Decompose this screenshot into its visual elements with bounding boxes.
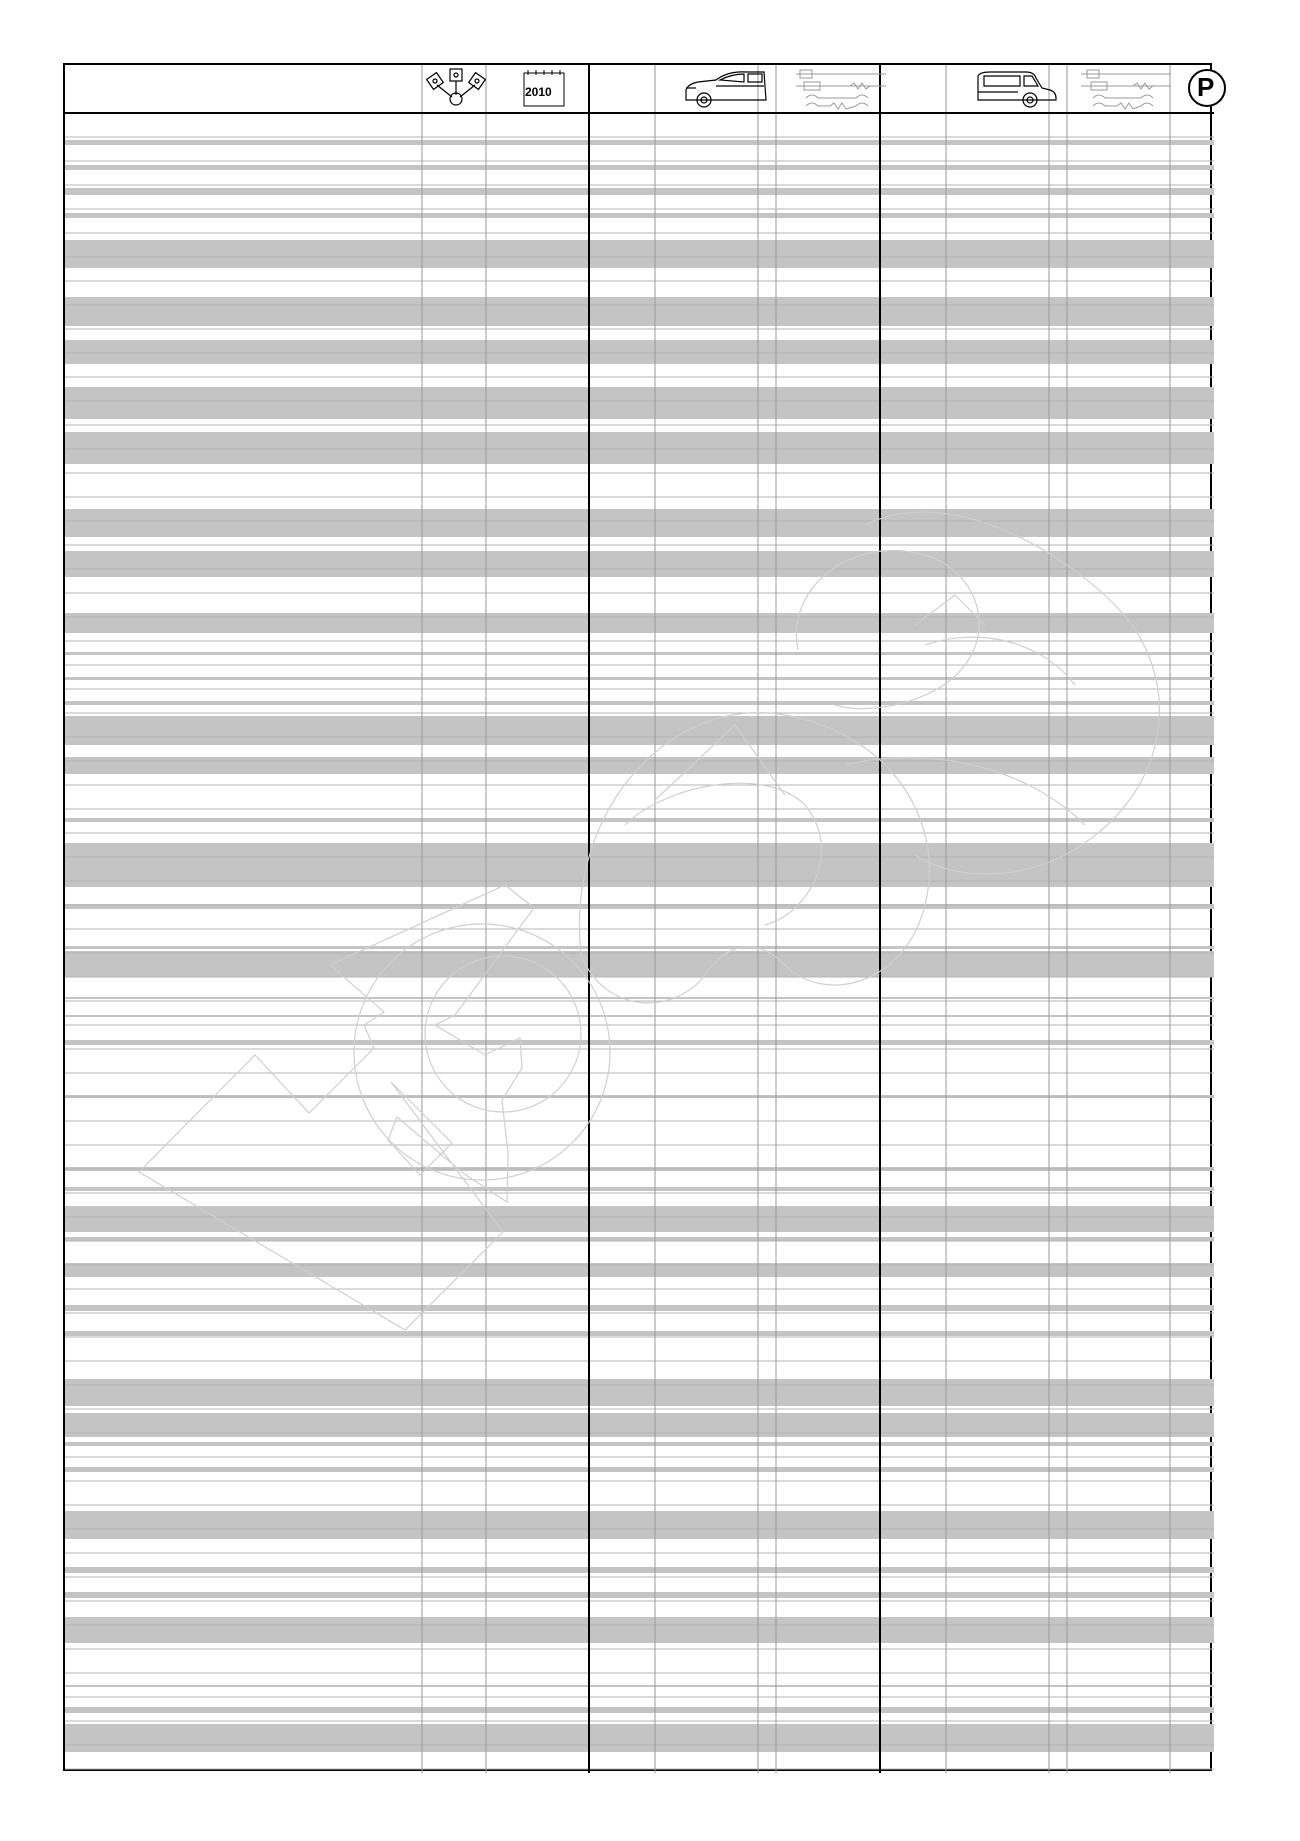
shaded-band [65,140,1214,145]
shaded-band [65,213,1214,218]
shaded-block [65,1724,1214,1752]
shaded-block [65,716,1214,745]
shaded-band [65,1187,1214,1191]
shaded-band [65,701,1214,705]
record-sheet [63,63,1215,1771]
shaded-band [65,240,1214,268]
shaded-band [65,757,1214,774]
shaded-band [65,1015,1214,1017]
shaded-band [65,1379,1214,1406]
shaded-band [65,1685,1214,1687]
shaded-block [65,1206,1214,1232]
shaded-band [65,997,1214,999]
shaded-band [65,1331,1214,1336]
shaded-band [65,1592,1214,1598]
shaded-band [65,1707,1214,1713]
shaded-block [65,1617,1214,1643]
tools-icon [1075,66,1180,110]
shaded-block [65,396,1214,419]
shaded-band [65,340,1214,364]
shaded-band [65,1040,1214,1045]
shaded-band [65,1511,1214,1539]
shaded-band [65,165,1214,170]
record-grid [65,65,1214,1773]
shaded-band [65,1567,1214,1573]
shaded-band [65,1305,1214,1311]
tools-icon [790,66,895,110]
car-rear-icon [970,66,1065,110]
shaded-block [65,509,1214,537]
shaded-band [65,677,1214,680]
shaded-rows [65,140,1214,1752]
shaded-band [65,652,1214,655]
shaded-block [65,613,1214,633]
car-front-icon [680,66,775,110]
shaded-block [65,951,1214,977]
shaded-band [65,188,1214,195]
parking-p-label: P [1197,72,1215,102]
shaded-band [65,818,1214,822]
calendar-year-label: 2010 [525,85,552,99]
shaded-block [65,441,1214,464]
shaded-band [65,946,1214,949]
shaded-band [65,551,1214,577]
shaded-band [65,1442,1214,1446]
shaded-band [65,1467,1214,1472]
shaded-block [65,297,1214,324]
engine-pistons-icon [425,65,487,111]
shaded-band [65,1237,1214,1241]
